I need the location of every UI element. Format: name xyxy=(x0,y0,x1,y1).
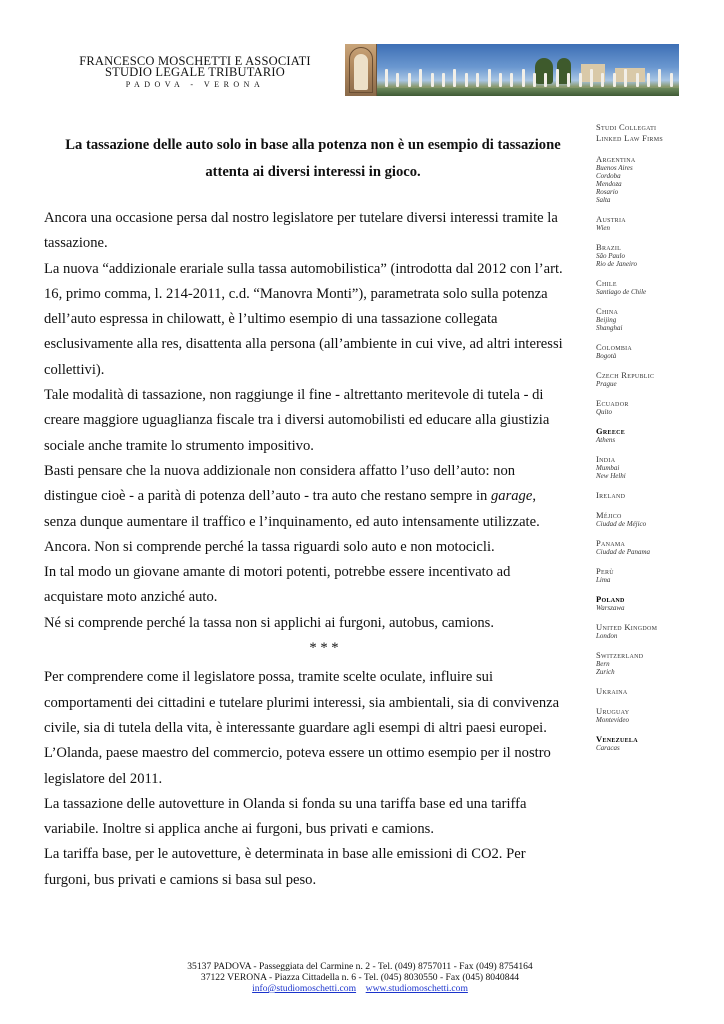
website-link[interactable]: www.studiomoschetti.com xyxy=(365,983,468,994)
firm-cities: PADOVA - VERONA xyxy=(125,80,265,89)
sidebar-city: Bern xyxy=(596,660,610,668)
body-line: Basti pensare che la nuova addizionale non considera affatto l’uso dell’auto: non xyxy=(44,462,516,479)
sidebar-city: Rio de Janeiro xyxy=(596,260,637,268)
fresco-image xyxy=(345,44,377,96)
sidebar-country-group xyxy=(596,426,716,444)
statue-shape xyxy=(419,69,422,87)
sidebar-country-group xyxy=(596,370,716,388)
sidebar-city: Ciudad de Panama xyxy=(596,548,651,556)
headline-line-1: La tassazione delle auto solo in base alla potenza non è un esempio di tassazione xyxy=(65,137,561,153)
body-line: sociale anche tramite lo strumento impositivo. xyxy=(44,437,314,454)
sidebar-country-name: Méjico xyxy=(596,510,622,520)
sidebar-city: Zurich xyxy=(596,668,615,676)
statue-shape xyxy=(396,73,399,87)
body-line: furgoni, bus privati e camions si basa sul peso. xyxy=(44,871,317,888)
sidebar-country-group xyxy=(596,594,716,612)
sidebar-country-name: Poland xyxy=(596,594,625,604)
firm-letterhead xyxy=(62,56,328,90)
body-line: Per comprendere come il legislatore possa, tramite scelte oculate, influire sui xyxy=(44,669,494,686)
body-line: La tariffa base, per le autovetture, è determinata in base alle emissioni di CO2. Per xyxy=(44,846,526,863)
sidebar-country-group xyxy=(596,510,716,528)
body-line: variabile. Inoltre si applica anche ai furgoni, bus privati e camions. xyxy=(44,821,434,838)
sidebar-heading-1: Studi Collegati xyxy=(596,122,657,132)
garage-word: garage xyxy=(490,488,533,505)
sidebar-city: Mendoza xyxy=(596,180,622,188)
sidebar-country-name: Argentina xyxy=(596,154,636,164)
sidebar-country-name: Greece xyxy=(596,426,626,436)
article-headline xyxy=(48,132,578,186)
body-line: L’Olanda, paese maestro del commercio, poteva essere un ottimo esempio per il nostro xyxy=(44,745,551,762)
sidebar-city: Bogotà xyxy=(596,352,617,360)
body-line: legislatore del 2011. xyxy=(44,770,163,787)
body-line-garage xyxy=(44,484,579,509)
sidebar-country-name: Brazil xyxy=(596,242,622,252)
firm-subtitle: STUDIO LEGALE TRIBUTARIO xyxy=(105,65,285,79)
footer-links xyxy=(120,983,600,994)
sidebar-city: Buenos Aires xyxy=(596,164,633,172)
body-line: civile, sia di tutela della vita, è interessante guardare agli esempi di altri paesi europei. xyxy=(44,719,547,736)
article-body xyxy=(44,206,579,893)
statue-shape xyxy=(533,73,536,87)
statue-shape xyxy=(442,73,445,87)
body-line: tassazione. xyxy=(44,235,108,252)
statue-shape xyxy=(476,73,479,87)
garage-suffix: , xyxy=(532,488,536,505)
sidebar-city: Salta xyxy=(596,196,611,204)
statue-shape xyxy=(647,73,650,87)
sidebar-country-name: China xyxy=(596,306,619,316)
statue-shape xyxy=(431,73,434,87)
statue-shape xyxy=(385,69,388,87)
sidebar-country-group xyxy=(596,154,716,204)
sidebar-country-group xyxy=(596,734,716,752)
statues-row xyxy=(385,67,673,87)
letterhead-banner-image xyxy=(345,44,679,96)
sidebar-city: Shanghai xyxy=(596,324,623,332)
statue-shape xyxy=(499,73,502,87)
statue-shape xyxy=(465,73,468,87)
sidebar-country-name: Switzerland xyxy=(596,650,644,660)
sidebar-country-group xyxy=(596,706,716,724)
sidebar-city: Santiago de Chile xyxy=(596,288,647,296)
sidebar-country-group xyxy=(596,454,716,480)
sidebar-city: Caracas xyxy=(596,744,620,752)
body-line: 16, primo comma, l. 214-2011, c.d. “Manovra Monti”), parametrata solo sulla potenza xyxy=(44,285,548,302)
section-separator: * * * xyxy=(309,640,339,657)
sidebar-country-name: Uruguay xyxy=(596,706,630,716)
statue-shape xyxy=(636,73,639,87)
sidebar-city: Ciudad de Méjico xyxy=(596,520,647,528)
body-line: In tal modo un giovane amante di motori potenti, potrebbe essere incentivato ad xyxy=(44,564,511,581)
statue-shape xyxy=(510,73,513,87)
body-line: Tale modalità di tassazione, non raggiunge il fine - altrettanto meritevole di tutela - di xyxy=(44,387,544,404)
sidebar-country-group xyxy=(596,622,716,640)
sidebar-city: Beijing xyxy=(596,316,617,324)
sidebar-country-group xyxy=(596,650,716,676)
headline-line-2: attenta ai diversi interessi in gioco. xyxy=(205,164,421,180)
sidebar-city: São Paulo xyxy=(596,252,625,260)
page-footer xyxy=(120,961,600,994)
statue-shape xyxy=(579,73,582,87)
sidebar-country-group xyxy=(596,538,716,556)
sidebar-city: Athens xyxy=(596,436,616,444)
footer-verona-address: 37122 VERONA - Piazza Cittadella n. 6 - Tel. (045) 8030550 - Fax (045) 8040844 xyxy=(200,972,520,983)
body-line: acquistare moto anziché auto. xyxy=(44,589,218,606)
sidebar-city: Montevideo xyxy=(596,716,630,724)
statue-shape xyxy=(408,73,411,87)
sidebar-city: Warszawa xyxy=(596,604,625,612)
email-link[interactable]: info@studiomoschetti.com xyxy=(252,983,357,994)
sidebar-country-name: Panama xyxy=(596,538,626,548)
sidebar-country-name: Ireland xyxy=(596,490,626,500)
sidebar-city: Lima xyxy=(596,576,611,584)
sidebar-country-group xyxy=(596,242,716,268)
body-line: collettivi). xyxy=(44,361,105,378)
statue-shape xyxy=(613,73,616,87)
sidebar-country-name: Chile xyxy=(596,278,617,288)
sidebar-country-name: Perù xyxy=(596,566,614,576)
sidebar-country-group xyxy=(596,490,716,500)
statue-shape xyxy=(544,73,547,87)
statue-shape xyxy=(624,69,627,87)
body-line: creare maggiore uguaglianza fiscale tra i diversi automobilisti ed educare alla giustizia xyxy=(44,412,550,429)
sidebar-city: Cordoba xyxy=(596,172,621,180)
sidebar-city: Wien xyxy=(596,224,610,232)
body-line: Ancora una occasione persa dal nostro legislatore per tutelare diversi interessi tramite la xyxy=(44,210,558,226)
firm-name: FRANCESCO MOSCHETTI E ASSOCIATI xyxy=(79,54,311,68)
footer-padova-address: 35137 PADOVA - Passeggiata del Carmine n. 2 - Tel. (049) 8757011 - Fax (049) 8754164 xyxy=(187,961,533,972)
body-line: esclusivamente alla res, disattenta alla persona (all’ambiente in cui vive, ad altri interessi xyxy=(44,336,563,353)
sidebar-country-name: Colombia xyxy=(596,342,633,352)
body-line: Ancora. Non si comprende perché la tassa riguardi solo auto e non motocicli. xyxy=(44,538,495,555)
sidebar-country-group xyxy=(596,342,716,360)
body-line-text: distingue cioè - a parità di potenza dell’auto - tra auto che restano sempre in xyxy=(44,488,491,505)
body-line: Né si comprende perché la tassa non si applichi ai furgoni, autobus, camions. xyxy=(44,614,494,631)
sidebar-country-name: Ukraina xyxy=(596,686,628,696)
sidebar-city: London xyxy=(596,632,618,640)
sidebar-country-group xyxy=(596,214,716,232)
body-line: dell’auto espressa in chilowatt, è l’ultimo esempio di una tassazione collegata xyxy=(44,311,498,328)
sidebar-country-group xyxy=(596,278,716,296)
sidebar-country-group xyxy=(596,566,716,584)
sidebar-city: Mumbai xyxy=(596,464,620,472)
sidebar-country-group xyxy=(596,398,716,416)
body-line: La tassazione delle autovetture in Olanda si fonda su una tariffa base ed una tariffa xyxy=(44,795,527,812)
statue-shape xyxy=(658,69,661,87)
footer-spacer xyxy=(358,983,363,994)
statue-shape xyxy=(567,73,570,87)
sidebar-country-list xyxy=(596,154,716,752)
sidebar-city: Rosario xyxy=(596,188,619,196)
sidebar-country-name: United Kingdom xyxy=(596,622,658,632)
sidebar-city: Prague xyxy=(596,380,617,388)
linked-firms-sidebar xyxy=(596,122,716,752)
sidebar-country-name: Austria xyxy=(596,214,626,224)
body-line: senza dunque aumentare il traffico e l’inquinamento, ed auto intensamente utilizzate. xyxy=(44,513,540,530)
statue-shape xyxy=(488,69,491,87)
statue-shape xyxy=(670,73,673,87)
sidebar-city: Quito xyxy=(596,408,612,416)
sidebar-heading-2: Linked Law Firms xyxy=(596,133,664,143)
statue-shape xyxy=(522,69,525,87)
sidebar-country-name: Czech Republic xyxy=(596,370,655,380)
statue-shape xyxy=(601,73,604,87)
sidebar-country-name: Venezuela xyxy=(596,734,638,744)
sidebar-city: New Helhi xyxy=(596,472,626,480)
statue-shape xyxy=(556,69,559,87)
statue-shape xyxy=(453,69,456,87)
body-line: La nuova “addizionale erariale sulla tassa automobilistica” (introdotta dal 2012 con l’art. xyxy=(44,260,563,277)
body-line: comportamenti dei cittadini e tutelare plurimi interessi, sia ambientali, sia di convivenza xyxy=(44,694,560,711)
sidebar-country-name: India xyxy=(596,454,616,464)
sidebar-country-group xyxy=(596,686,716,696)
sidebar-country-group xyxy=(596,306,716,332)
sidebar-country-name: Ecuador xyxy=(596,398,629,408)
statue-shape xyxy=(590,69,593,87)
